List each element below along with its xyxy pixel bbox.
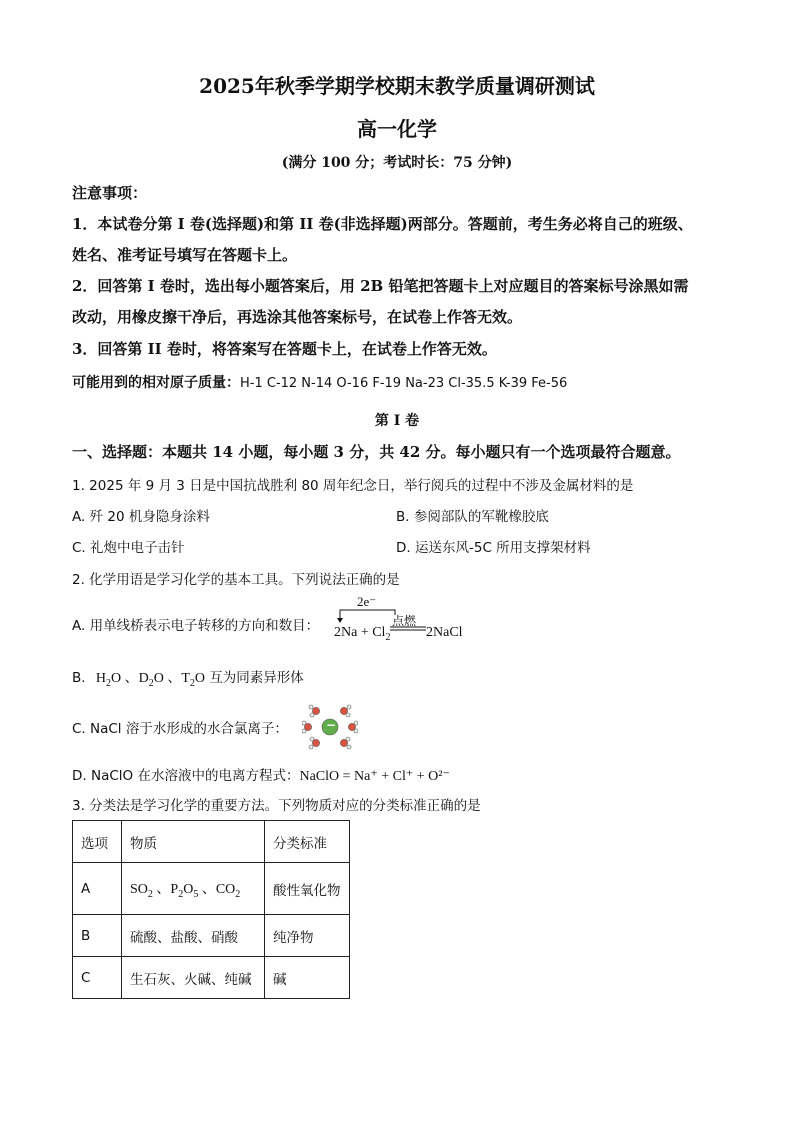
header-category: 分类标准 — [265, 821, 350, 863]
ion-charge: − — [326, 718, 337, 732]
note-2-line-2: 改动，用橡皮擦干净后，再选涂其他答案标号，在试卷上作答无效。 — [72, 308, 523, 326]
notes-heading: 注意事项： — [72, 184, 148, 202]
row-a-category: 酸性氧化物 — [265, 863, 350, 915]
q2-option-b-label: B. — [72, 670, 86, 686]
single-bridge-equation — [330, 594, 480, 644]
header-substance: 物质 — [122, 821, 265, 863]
table-row — [73, 915, 350, 957]
q2-option-b-text: 互为同素异形体 — [209, 670, 304, 686]
electron-count: 2e⁻ — [357, 594, 377, 609]
header-option: 选项 — [73, 821, 122, 863]
hydrated-chloride-ion — [302, 702, 358, 752]
water-isotopes: $H_2O$ 、$D_2O$ 、$T_2O$ — [95, 671, 206, 689]
subject-title: 高一化学 — [357, 117, 437, 141]
q1-stem: 1. 2025 年 9 月 3 日是中国抗战胜利 80 周年纪念日，举行阅兵的过程中不涉及金属材料的是 — [72, 478, 634, 494]
row-c-substances: 生石灰、火碱、纯碱 — [122, 957, 265, 999]
reactants-text: 2Na + Cl — [334, 625, 386, 640]
q1-option-d: D. 运送东风-5C 所用支撑架材料 — [396, 540, 591, 556]
row-b-category: 纯净物 — [265, 915, 350, 957]
section-1-heading: 一、选择题：本题共 14 小题，每小题 3 分，共 42 分。每小题只有一个选项最符合题意。 — [72, 443, 681, 461]
note-1-line-2: 姓名、准考证号填写在答题卡上。 — [72, 246, 298, 264]
q2-option-d-text: D. NaClO 在水溶液中的电离方程式： — [72, 768, 300, 784]
note-1-line-1: 1．本试卷分第 I 卷(选择题)和第 II 卷(非选择题)两部分。答题前，考生务必将自己的班级、 — [72, 215, 693, 233]
q2-option-d — [72, 764, 450, 785]
q2-option-c: C. NaCl 溶于水形成的水合氯离子： — [72, 721, 288, 737]
q2-option-b — [72, 666, 304, 689]
q1-option-b: B. 参阅部队的军靴橡胶底 — [396, 509, 549, 525]
atomic-masses-label: 可能用到的相对原子质量： — [72, 375, 240, 391]
table-row — [73, 863, 350, 915]
ionization-equation: NaClO = Na⁺ + Cl⁺ + O²⁻ — [299, 769, 450, 784]
atomic-masses-values: H-1 C-12 N-14 O-16 F-19 Na-23 Cl-35.5 K-39 Fe-56 — [240, 376, 568, 391]
note-2-line-1: 2．回答第 I 卷时，选出每小题答案后，用 2B 铅笔把答题卡上对应题目的答案标号涂黑如需 — [72, 277, 689, 295]
classification-table — [72, 820, 350, 999]
row-a-option: A — [73, 863, 122, 915]
q2-option-a: A. 用单线桥表示电子转移的方向和数目： — [72, 618, 320, 634]
row-c-option: C — [73, 957, 122, 999]
row-c-category: 碱 — [265, 957, 350, 999]
exam-info: (满分 100 分；考试时长：75 分钟) — [281, 155, 513, 171]
product: 2NaCl — [426, 625, 463, 640]
row-b-substances: 硫酸、盐酸、硝酸 — [122, 915, 265, 957]
note-3: 3．回答第 II 卷时，将答案写在答题卡上，在试卷上作答无效。 — [72, 340, 497, 358]
row-b-option: B — [73, 915, 122, 957]
table-header-row — [73, 821, 350, 863]
q3-stem: 3. 分类法是学习化学的重要方法。下列物质对应的分类标准正确的是 — [72, 798, 481, 814]
q2-stem: 2. 化学用语是学习化学的基本工具。下列说法正确的是 — [72, 572, 400, 588]
part-1-label: 第 I 卷 — [374, 413, 420, 429]
chlorine-subscript: 2 — [385, 631, 391, 643]
reaction-condition: 点燃 — [392, 614, 417, 628]
table-row — [73, 957, 350, 999]
q1-option-c: C. 礼炮中电子击针 — [72, 540, 185, 556]
exam-title: 2025年秋季学期学校期末教学质量调研测试 — [199, 74, 595, 98]
reactants — [334, 625, 390, 643]
atomic-masses — [72, 372, 567, 392]
row-a-substances: $SO_2$ 、$P_2O_5$ 、$CO_2$ — [122, 863, 265, 915]
q1-option-a: A. 歼 20 机身隐身涂料 — [72, 509, 210, 525]
